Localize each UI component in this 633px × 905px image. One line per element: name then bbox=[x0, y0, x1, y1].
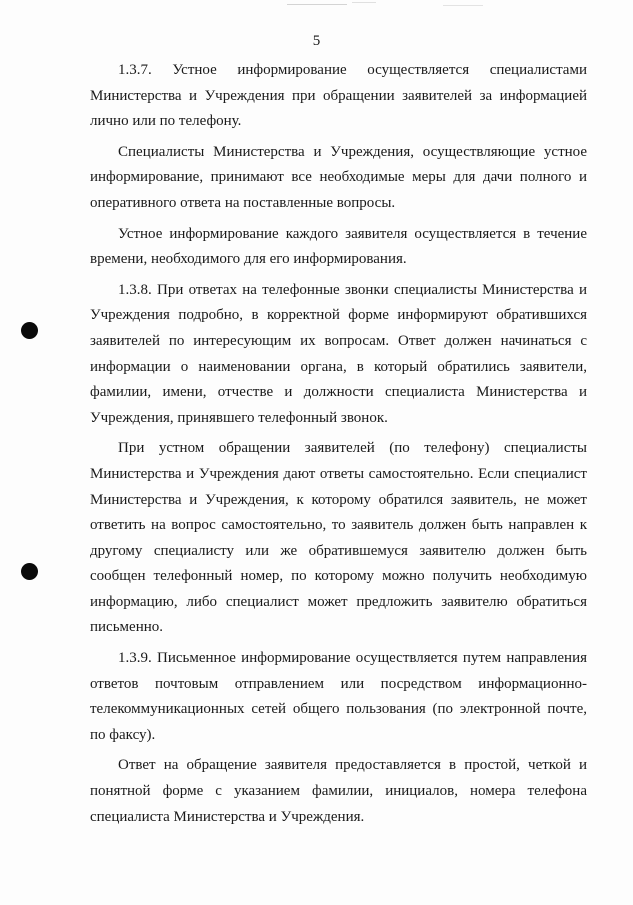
scan-artifact bbox=[443, 5, 483, 6]
binder-hole bbox=[21, 322, 38, 339]
scan-artifact bbox=[352, 2, 376, 3]
page-number: 5 bbox=[312, 33, 321, 49]
paragraph: 1.3.8. При ответах на телефонные звонки специалисты Министерства и Учреждения подробно, в корректной форме информируют обратившихся заявителей по интересующим их вопросам. Ответ должен начинаться с информации о наименовании органа, в который обратились заявители, фамилии, имени, отчестве и должности специалиста Министерства и Учреждения, принявшего телефонный звонок. bbox=[90, 281, 587, 426]
paragraph: 1.3.7. Устное информирование осуществляется специалистами Министерства и Учреждения при обращении заявителей за информацией лично или по телефону. bbox=[90, 62, 587, 130]
binder-hole bbox=[21, 563, 38, 580]
scan-artifact bbox=[287, 4, 347, 5]
document-body bbox=[90, 58, 587, 830]
paragraph: Специалисты Министерства и Учреждения, осуществляющие устное информирование, принимают все необходимые меры для дачи полного и оперативного ответа на поставленные вопросы. bbox=[90, 143, 587, 211]
paragraph: При устном обращении заявителей (по телефону) специалисты Министерства и Учреждения дают ответы самостоятельно. Если специалист Министерства и Учреждения, к которому обратился заявитель, не может ответить на вопрос самостоятельно, то заявитель должен быть направлен к другому специалисту или же обратившемуся заявителю должен быть сообщен телефонный номер, по которому можно получить необходимую информацию, либо специалист может предложить заявителю обратиться письменно. bbox=[90, 440, 587, 636]
paragraph: Ответ на обращение заявителя предоставляется в простой, четкой и понятной форме с указанием фамилии, инициалов, номера телефона специалиста Министерства и Учреждения. bbox=[90, 757, 587, 825]
paragraph: 1.3.9. Письменное информирование осуществляется путем направления ответов почтовым отправлением или посредством информационно-телекоммуникационных сетей общего пользования (по электронной почте, по факсу). bbox=[90, 650, 587, 743]
paragraph: Устное информирование каждого заявителя осуществляется в течение времени, необходимого для его информирования. bbox=[90, 225, 587, 268]
